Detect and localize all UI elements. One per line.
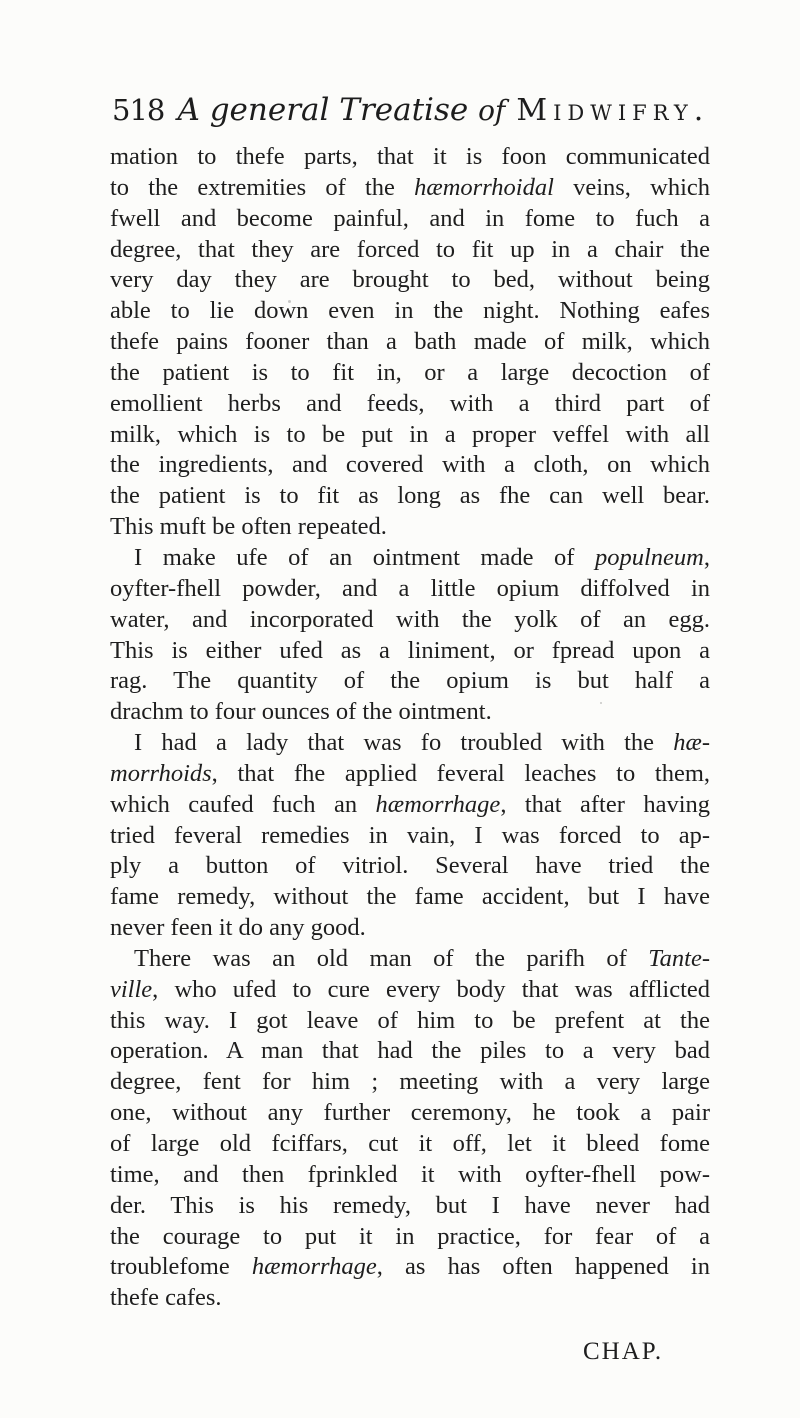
text-run: degree, fent for him ; meeting with a very large xyxy=(110,1068,710,1096)
italic-text: hæmorrhage xyxy=(251,1253,377,1281)
text-run: This is either ufed as a liniment, or fpread upon a xyxy=(110,636,710,664)
text-line xyxy=(110,574,710,605)
text-run: thefe pains fooner than a bath made of milk, which xyxy=(110,328,710,356)
running-header xyxy=(112,92,722,142)
text-run: the patient is to fit in, or a large decoction of xyxy=(110,358,710,386)
text-line xyxy=(110,913,710,944)
text-run: water, and incorporated with the yolk of an egg. xyxy=(110,605,710,633)
italic-text: hæmorrhage xyxy=(375,790,501,818)
text-run: I had a lady that was fo troubled with the xyxy=(134,729,674,757)
text-line xyxy=(110,265,710,296)
italic-text: populneum xyxy=(595,543,704,571)
text-run: drachm to four ounces of the ointment. xyxy=(110,698,492,726)
body-text xyxy=(110,142,710,1314)
text-run: There was an old man of the parifh of xyxy=(134,944,649,972)
text-run: thefe cafes. xyxy=(110,1284,222,1312)
text-line xyxy=(110,821,710,852)
text-run: operation. A man that had the piles to a very bad xyxy=(110,1037,710,1065)
text-line xyxy=(110,204,710,235)
text-run: ply a button of vitriol. Several have tried the xyxy=(110,852,710,880)
text-line xyxy=(110,790,710,821)
text-line xyxy=(110,1129,710,1160)
text-line xyxy=(110,944,710,975)
text-run: fwell and become painful, and in fome to fuch a xyxy=(110,204,710,232)
text-line xyxy=(110,1222,710,1253)
text-run: which caufed fuch an xyxy=(110,790,376,818)
text-line xyxy=(110,296,710,327)
paper-speckle xyxy=(600,702,602,704)
text-run: milk, which is to be put in a proper veffel with all xyxy=(110,420,710,448)
text-line xyxy=(110,1036,710,1067)
text-line xyxy=(110,666,710,697)
text-line xyxy=(110,450,710,481)
text-run: I make ufe of an ointment made of xyxy=(134,543,595,571)
italic-text: morrhoids xyxy=(110,759,212,787)
text-run: , that fhe applied feveral leaches to them, xyxy=(211,759,710,787)
text-line xyxy=(110,512,710,543)
text-run: time, and then fprinkled it with oyfter-fhell pow- xyxy=(110,1160,710,1188)
italic-text: Tante- xyxy=(648,944,710,972)
running-title xyxy=(177,92,505,128)
running-subject: Midwifry. xyxy=(516,93,710,128)
text-line xyxy=(110,636,710,667)
italic-text: ville xyxy=(110,975,153,1003)
text-run: oyfter-fhell powder, and a little opium diffolved in xyxy=(110,574,710,602)
text-line xyxy=(110,173,710,204)
text-run: rag. The quantity of the opium is but half a xyxy=(110,667,710,695)
text-run: troublefome xyxy=(110,1253,252,1281)
running-title-of: of xyxy=(478,94,506,127)
text-line xyxy=(110,1067,710,1098)
text-line xyxy=(110,1160,710,1191)
text-run: degree, that they are forced to fit up in a chair the xyxy=(110,235,710,263)
text-run: the patient is to fit as long as fhe can well bear. xyxy=(110,482,710,510)
text-line xyxy=(110,327,710,358)
text-run: very day they are brought to bed, without being xyxy=(110,266,710,294)
text-line xyxy=(110,1252,710,1283)
text-run: veins, which xyxy=(553,173,710,201)
catchword: CHAP. xyxy=(583,1338,664,1365)
text-run: one, without any further ceremony, he took a pair xyxy=(110,1099,710,1127)
text-run: , who ufed to cure every body that was afflicted xyxy=(152,975,710,1003)
text-line xyxy=(110,420,710,451)
text-line xyxy=(110,1098,710,1129)
text-line xyxy=(110,358,710,389)
text-line xyxy=(110,882,710,913)
text-line xyxy=(110,389,710,420)
text-line xyxy=(110,1283,710,1314)
text-run: this way. I got leave of him to be prefent at the xyxy=(110,1006,710,1034)
text-line xyxy=(110,1191,710,1222)
text-run: the courage to put it in practice, for fear of a xyxy=(110,1222,710,1250)
text-line xyxy=(110,605,710,636)
text-line xyxy=(110,543,710,574)
running-title-main: A general Treatise xyxy=(177,92,469,128)
text-line xyxy=(110,728,710,759)
text-run: , as has often happened in xyxy=(376,1253,710,1281)
text-run: mation to thefe parts, that it is foon communicated xyxy=(110,143,710,170)
text-run: the ingredients, and covered with a cloth, on which xyxy=(110,451,710,479)
text-line xyxy=(110,235,710,266)
italic-text: hæmorrhoidal xyxy=(414,173,554,201)
text-run: to the extremities of the xyxy=(110,173,415,201)
text-run: able to lie down even in the night. Nothing eafes xyxy=(110,297,710,325)
text-line xyxy=(110,697,710,728)
text-run: emollient herbs and feeds, with a third part of xyxy=(110,389,710,417)
text-run: This muft be often repeated. xyxy=(110,513,387,541)
text-line xyxy=(110,975,710,1006)
page-number: 518 xyxy=(112,93,165,127)
italic-text: hæ- xyxy=(673,729,710,757)
text-run: of large old fciffars, cut it off, let it bleed fome xyxy=(110,1130,710,1157)
text-run: , xyxy=(703,543,710,571)
text-line xyxy=(110,1006,710,1037)
text-line xyxy=(110,759,710,790)
text-run: , that after having xyxy=(500,790,710,818)
text-line xyxy=(110,481,710,512)
text-run: der. This is his remedy, but I have never had xyxy=(110,1191,710,1219)
text-run: tried feveral remedies in vain, I was forced to ap- xyxy=(110,821,710,849)
text-line xyxy=(110,142,710,173)
text-run: never feen it do any good. xyxy=(110,914,366,942)
paper-speckle xyxy=(310,832,312,834)
text-run: fame remedy, without the fame accident, but I have xyxy=(110,883,710,911)
paper-speckle xyxy=(288,300,291,303)
text-line xyxy=(110,851,710,882)
